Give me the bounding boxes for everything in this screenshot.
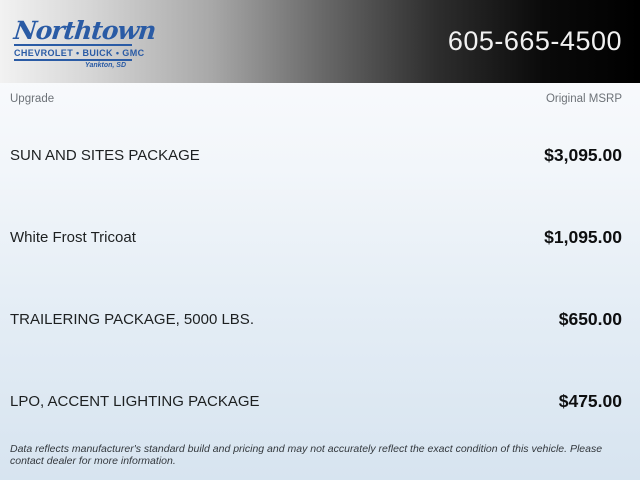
upgrade-table — [0, 83, 640, 442]
column-header-msrp: Original MSRP — [545, 92, 622, 105]
dealer-logo-name: Northtown — [12, 16, 157, 45]
dealer-header — [0, 0, 640, 83]
msrp-value: $475.00 — [558, 390, 622, 411]
upgrade-label: LPO, ACCENT LIGHTING PACKAGE — [10, 392, 260, 410]
msrp-value: $650.00 — [558, 308, 622, 329]
upgrade-label: White Frost Tricoat — [10, 228, 136, 246]
column-header-upgrade: Upgrade — [10, 92, 55, 105]
msrp-value: $3,095.00 — [544, 144, 622, 165]
upgrade-label: SUN AND SITES PACKAGE — [10, 146, 200, 164]
table-row — [10, 278, 622, 360]
table-row — [10, 114, 622, 196]
table-column-header — [10, 83, 622, 114]
table-row — [10, 360, 622, 442]
disclaimer-text: Data reflects manufacturer's standard build and pricing and may not accurately reflect the exact condition of this vehicle. Please contact dealer for more information. — [10, 443, 603, 467]
table-body — [10, 114, 622, 442]
upgrade-label: TRAILERING PACKAGE, 5000 LBS. — [10, 310, 254, 328]
dealer-phone-number: 605-665-4500 — [447, 26, 622, 56]
dealer-logo — [12, 16, 157, 69]
msrp-value: $1,095.00 — [544, 226, 622, 247]
table-row — [10, 196, 622, 278]
dealer-logo-location: Yankton, SD — [85, 62, 126, 69]
dealer-logo-brands: CHEVROLET • BUICK • GMC — [14, 44, 132, 61]
